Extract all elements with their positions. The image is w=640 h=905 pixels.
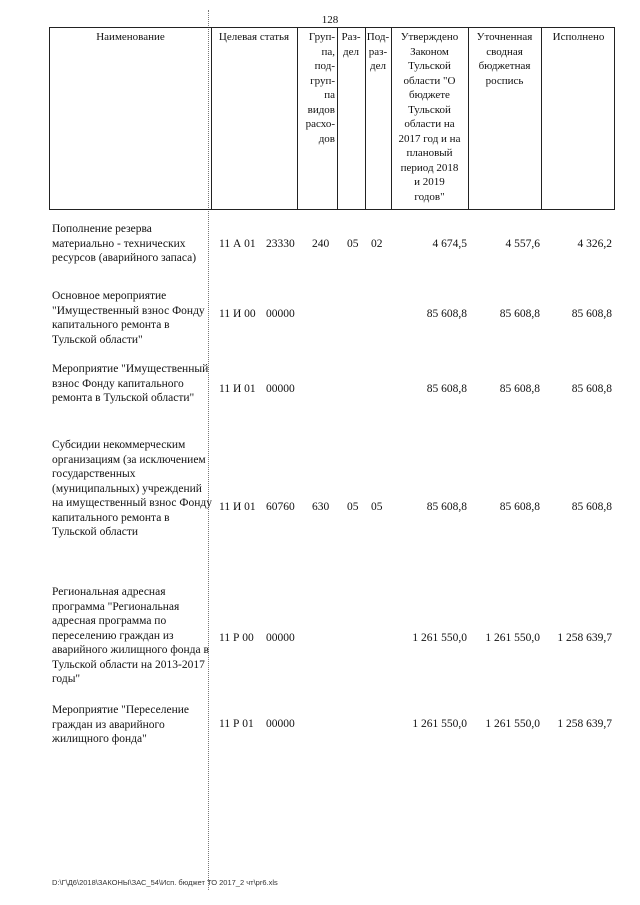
row-executed: 1 258 639,7: [557, 718, 612, 730]
row-approved: 85 608,8: [426, 501, 467, 513]
row-code-program: 11 Р 00: [219, 632, 254, 644]
column-divider: [541, 28, 542, 209]
header-group: Груп- па, под- груп- па видов расхо- дов: [305, 31, 335, 145]
row-executed: 1 258 639,7: [557, 632, 612, 644]
header-section: Раз- дел: [341, 31, 361, 58]
row-name: Пополнение резерва материально - технических ресурсов (аварийного запаса): [52, 223, 197, 264]
row-revised: 4 557,6: [505, 238, 540, 250]
row-revised: 1 261 550,0: [485, 632, 540, 644]
table-header: [49, 27, 615, 210]
row-code-direction: 60760: [266, 501, 295, 513]
row-section: 05: [347, 238, 359, 250]
row-code-program: 11 Р 01: [219, 718, 254, 730]
column-divider: [211, 28, 212, 209]
row-code-program: 11 А 01: [219, 238, 256, 250]
row-revised: 1 261 550,0: [485, 718, 540, 730]
row-name: Субсидии некоммерческим организациям (за исключением государственных (муниципальных) учреждений на имущественный взнос Фонду капитального ремонта в Тульской области: [52, 439, 212, 538]
row-code-program: 11 И 01: [219, 383, 256, 395]
row-code-direction: 00000: [266, 632, 295, 644]
row-revised: 85 608,8: [499, 383, 540, 395]
row-code-program: 11 И 00: [219, 308, 256, 320]
row-code-direction: 23330: [266, 238, 295, 250]
row-revised: 85 608,8: [499, 308, 540, 320]
row-executed: 4 326,2: [577, 238, 612, 250]
row-name: Мероприятие "Имущественный взнос Фонду капитального ремонта в Тульской области": [52, 363, 209, 404]
header-executed: Исполнено: [552, 31, 605, 43]
row-approved: 1 261 550,0: [412, 632, 467, 644]
header-approved: Утверждено Законом Тульской области "О бюджете Тульской области на 2017 год и на плановый период 2018 и 2019 годов": [398, 31, 461, 203]
row-approved: 4 674,5: [432, 238, 467, 250]
row-approved: 85 608,8: [426, 308, 467, 320]
header-target-article: Целевая статья: [218, 31, 290, 43]
file-path-footer: D:\Г\Д6\2018\ЗАКОНЫ\ЗАС_54\Исп. бюджет ТО 2017_2 чт\pr6.xls: [52, 878, 278, 887]
row-code-direction: 00000: [266, 718, 295, 730]
row-code-program: 11 И 01: [219, 501, 256, 513]
row-executed: 85 608,8: [571, 308, 612, 320]
row-approved: 1 261 550,0: [412, 718, 467, 730]
row-executed: 85 608,8: [571, 501, 612, 513]
header-name: Наименование: [96, 31, 165, 43]
row-code-direction: 00000: [266, 383, 295, 395]
row-subsection: 05: [371, 501, 383, 513]
row-section: 05: [347, 501, 359, 513]
page-number: 128: [321, 14, 339, 26]
row-revised: 85 608,8: [499, 501, 540, 513]
row-name: Региональная адресная программа "Региональная адресная программа по переселению граждан из аварийного жилищного фонда в Тульской области на 2013-2017 годы": [52, 586, 209, 685]
row-name: Мероприятие "Переселение граждан из аварийного жилищного фонда": [52, 704, 190, 745]
row-code-direction: 00000: [266, 308, 295, 320]
row-executed: 85 608,8: [571, 383, 612, 395]
row-subsection: 02: [371, 238, 383, 250]
row-group: 630: [312, 501, 330, 513]
header-subsection: Под- раз- дел: [366, 31, 390, 72]
row-name: Основное мероприятие "Имущественный взнос Фонду капитального ремонта в Тульской области": [52, 290, 205, 346]
row-group: 240: [312, 238, 330, 250]
row-approved: 85 608,8: [426, 383, 467, 395]
header-revised: Уточненная сводная бюджетная роспись: [476, 31, 533, 87]
